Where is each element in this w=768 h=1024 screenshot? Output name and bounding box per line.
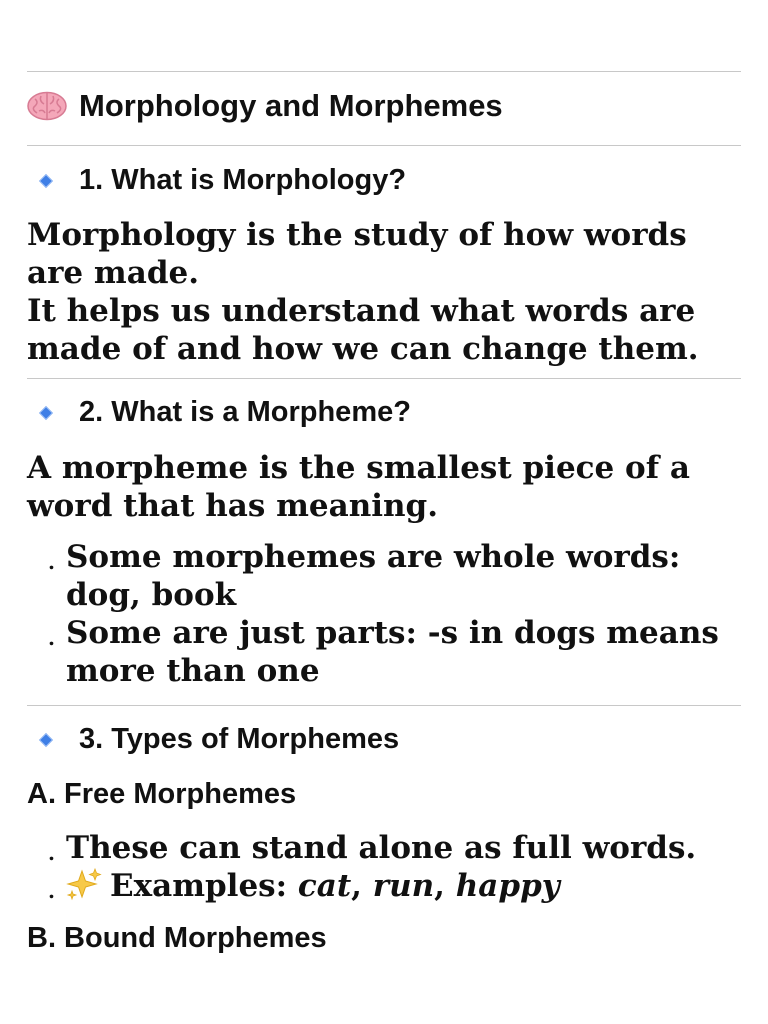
bullet-marker: . xyxy=(48,879,55,903)
paragraph: Morphology is the study of how words are made. xyxy=(27,217,687,291)
list-item xyxy=(48,829,738,867)
list-item: . Examples: cat, run, happy xyxy=(48,867,738,905)
example-word: cat xyxy=(297,868,352,904)
list-item-text: Some are just parts: -s in dogs means more than one xyxy=(66,615,719,689)
bullet-marker: . xyxy=(48,550,55,574)
page-title-text: Morphology and Morphemes xyxy=(79,88,503,123)
paragraph: It helps us understand what words are made of and how we can change them. xyxy=(27,293,699,367)
paragraph: A morpheme is the smallest piece of a word that has meaning. xyxy=(27,450,690,524)
list-item xyxy=(48,614,738,690)
bullet-marker: . xyxy=(48,841,55,865)
section-heading-3 xyxy=(27,723,399,756)
morpheme-bullet-list xyxy=(48,538,738,690)
example-word: happy xyxy=(455,868,560,904)
sparkles-icon xyxy=(66,867,102,901)
divider xyxy=(27,145,741,146)
blue-diamond-icon xyxy=(39,405,53,419)
section-heading-text: 2. What is a Morpheme? xyxy=(79,396,411,428)
brain-icon xyxy=(27,91,67,121)
examples-label: Examples: xyxy=(110,868,288,904)
list-item xyxy=(48,538,738,614)
section-heading-text: 1. What is Morphology? xyxy=(79,164,407,196)
divider xyxy=(27,378,741,379)
section-heading-1 xyxy=(27,164,406,197)
free-morpheme-list xyxy=(48,829,738,905)
section-1-body xyxy=(27,216,741,368)
subsection-heading-free: A. Free Morphemes xyxy=(27,778,297,810)
subsection-heading-bound: B. Bound Morphemes xyxy=(27,922,327,954)
section-heading-2 xyxy=(27,396,411,429)
divider xyxy=(27,705,741,706)
example-word: run xyxy=(372,868,435,904)
section-2-body xyxy=(27,449,741,525)
list-item-text: These can stand alone as full words. xyxy=(66,830,697,866)
blue-diamond-icon xyxy=(39,173,53,187)
section-heading-text: 3. Types of Morphemes xyxy=(79,723,400,755)
bullet-marker: . xyxy=(48,626,55,650)
page-title xyxy=(27,88,503,124)
blue-diamond-icon xyxy=(39,732,53,746)
list-item-text: Some morphemes are whole words: dog, book xyxy=(66,539,681,613)
divider xyxy=(27,71,741,72)
